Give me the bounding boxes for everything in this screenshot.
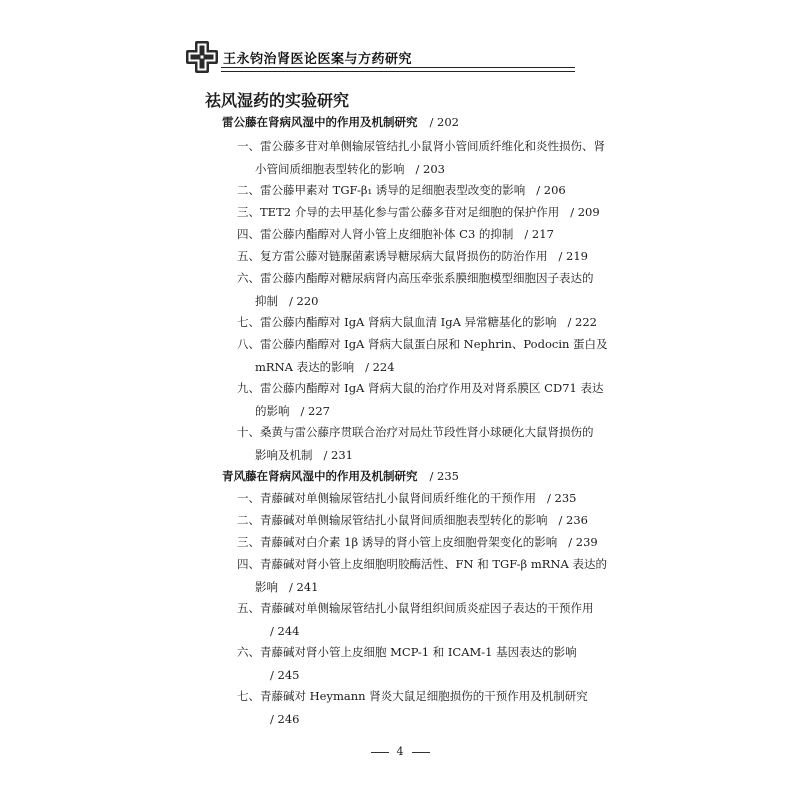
entry-line: [237, 620, 617, 643]
page-ref: / 236: [558, 513, 588, 527]
page-ref: / 224: [365, 360, 395, 374]
page-ref: / 220: [288, 294, 319, 308]
toc-entry: [237, 421, 617, 467]
page-ref: / 239: [568, 535, 598, 549]
toc-entry: [237, 641, 617, 687]
section-heading: [222, 468, 459, 484]
entry-line: 五、青藤碱对单侧输尿管结扎小鼠肾组织间质炎症因子表达的干预作用: [237, 601, 594, 615]
entry-line: 八、雷公藤内酯醇对 IgA 肾病大鼠蛋白尿和 Nephrin、Podocin 蛋白及: [237, 337, 608, 351]
page-footer: [0, 745, 800, 758]
page-ref: / 203: [415, 162, 445, 176]
toc-entry: [237, 201, 617, 224]
toc-entry: [237, 333, 617, 379]
entry-line: 二、青藤碱对单侧输尿管结扎小鼠肾间质细胞表型转化的影响 / 236: [237, 513, 588, 527]
entry-line: 抑制 / 220: [255, 294, 319, 308]
entry-line: mRNA 表达的影响 / 224: [255, 360, 395, 374]
page-ref: / 245: [270, 668, 300, 682]
footer-dash-right: [412, 752, 430, 753]
entry-line: 七、雷公藤内酯醇对 IgA 肾病大鼠血清 IgA 异常糖基化的影响 / 222: [237, 315, 597, 329]
running-header: [185, 40, 575, 74]
entry-line: 四、雷公藤内酯醇对人肾小管上皮细胞补体 C3 的抑制 / 217: [237, 227, 554, 241]
header-rule-thin: [221, 71, 575, 72]
header-rule: [221, 67, 575, 68]
section-title: 雷公藤在肾病风湿中的作用及机制研究: [222, 115, 418, 129]
page-ref: / 246: [270, 712, 300, 726]
section-title: 青风藤在肾病风湿中的作用及机制研究: [222, 469, 418, 483]
page-ref: / 222: [567, 315, 597, 329]
page-ref: / 227: [300, 404, 330, 418]
entry-line: 三、青藤碱对白介素 1β 诱导的肾小管上皮细胞骨架变化的影响 / 239: [237, 535, 598, 549]
toc-entry: [237, 553, 617, 599]
entry-line: 六、雷公藤内酯醇对糖尿病肾内高压牵张系膜细胞模型细胞因子表达的: [237, 271, 594, 285]
entry-line: 的影响 / 227: [255, 404, 330, 418]
entry-line: 九、雷公藤内酯醇对 IgA 肾病大鼠的治疗作用及对肾系膜区 CD71 表达: [237, 381, 604, 395]
page-ref: / 231: [323, 448, 353, 462]
entry-line: 三、TET2 介导的去甲基化参与雷公藤多苷对足细胞的保护作用 / 209: [237, 205, 600, 219]
page-ref: / 209: [570, 205, 600, 219]
page-ref: / 235: [429, 469, 459, 483]
page-number: 4: [396, 745, 404, 758]
toc-entry: [237, 245, 617, 268]
toc-entry: [237, 487, 617, 510]
entry-line: 影响及机制 / 231: [255, 448, 353, 462]
page-ref: / 202: [429, 115, 459, 129]
page-ref: / 206: [536, 183, 566, 197]
toc-entry: [237, 597, 617, 643]
entry-line: 一、雷公藤多苷对单侧输尿管结扎小鼠肾小管间质纤维化和炎性损伤、肾: [237, 139, 605, 153]
toc-entry: [237, 267, 617, 313]
toc-entry: [237, 179, 617, 202]
entry-line: 影响 / 241: [255, 580, 319, 594]
entry-line: 七、青藤碱对 Heymann 肾炎大鼠足细胞损伤的干预作用及机制研究: [237, 689, 588, 703]
entry-line: 二、雷公藤甲素对 TGF-β₁ 诱导的足细胞表型改变的影响 / 206: [237, 183, 566, 197]
entry-line: [237, 708, 617, 731]
page-ref: / 219: [558, 249, 588, 263]
toc-entry: [237, 377, 617, 423]
page-ref: / 241: [288, 580, 319, 594]
page-ref: / 235: [546, 491, 577, 505]
entry-line: 六、青藤碱对肾小管上皮细胞 MCP-1 和 ICAM-1 基因表达的影响: [237, 645, 577, 659]
toc-entry: [237, 223, 617, 246]
entry-line: 四、青藤碱对肾小管上皮细胞明胶酶活性、FN 和 TGF-β mRNA 表达的: [237, 557, 607, 571]
toc-entry: [237, 311, 617, 334]
part-title: 祛风湿药的实验研究: [205, 91, 350, 110]
entry-line: [237, 664, 617, 687]
page-ref: / 244: [270, 624, 300, 638]
entry-line: 十、桑黄与雷公藤序贯联合治疗对局灶节段性肾小球硬化大鼠肾损伤的: [237, 425, 594, 439]
page-ref: / 217: [524, 227, 554, 241]
entry-line: 五、复方雷公藤对链脲菌素诱导糖尿病大鼠肾损伤的防治作用 / 219: [237, 249, 588, 263]
toc-entry: [237, 509, 617, 532]
toc-entry: [237, 135, 617, 181]
toc-entry: [237, 531, 617, 554]
entry-line: 一、青藤碱对单侧输尿管结扎小鼠肾间质纤维化的干预作用 / 235: [237, 491, 577, 505]
book-title: 王永钧治肾医论医案与方药研究: [223, 52, 413, 67]
ornament-cross-icon: [185, 40, 219, 74]
footer-dash-left: [371, 752, 389, 753]
section-heading: [222, 114, 459, 130]
entry-line: 小管间质细胞表型转化的影响 / 203: [255, 162, 445, 176]
toc-entry: [237, 685, 617, 731]
